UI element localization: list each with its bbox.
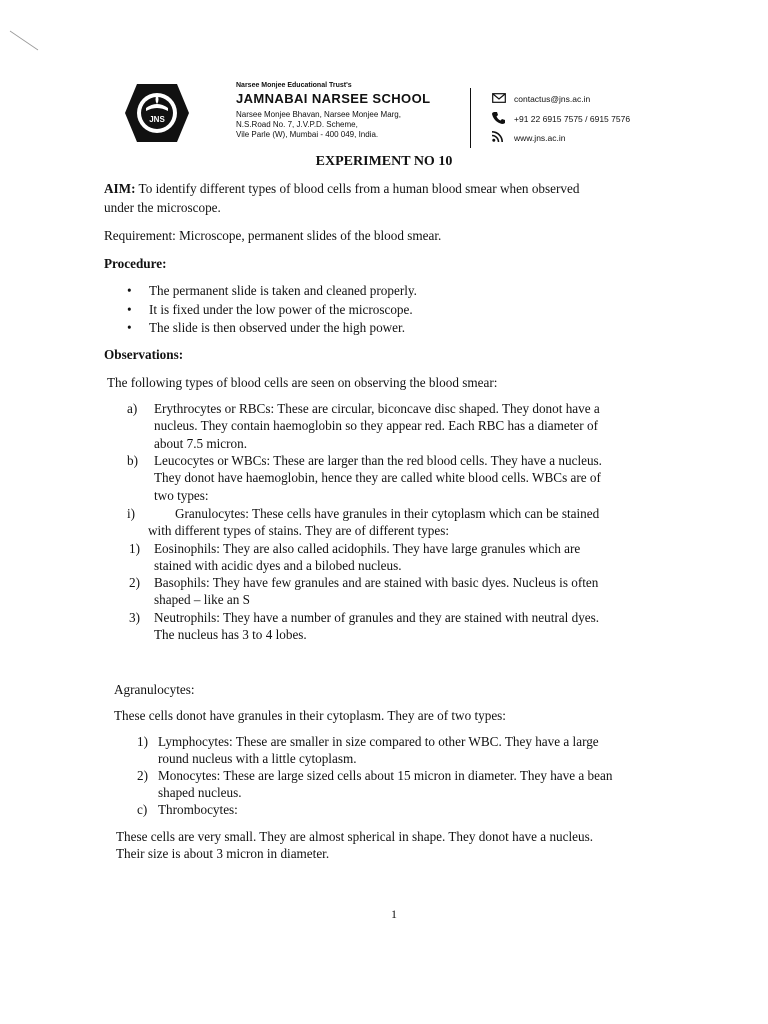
item-line: Lymphocytes: These are smaller in size compared to other WBC. They have a large [158, 734, 599, 749]
list-item [129, 574, 598, 609]
item-line: two types: [154, 487, 209, 503]
item-label: c) [137, 802, 148, 817]
logo-text: JNS [149, 115, 165, 124]
item-line: Erythrocytes or RBCs: These are circular, biconcave disc shaped. They donot have a [154, 401, 600, 416]
list-item [129, 540, 580, 575]
item-label: b) [127, 453, 138, 468]
school-name: JAMNABAI NARSEE SCHOOL [236, 91, 431, 106]
list-item [137, 767, 612, 802]
procedure-step: • The slide is then observed under the high power. [125, 319, 417, 338]
address-line-1: Narsee Monjee Bhavan, Narsee Monjee Marg, [236, 110, 401, 119]
aim-text: To identify different types of blood cells from a human blood smear when observed [135, 181, 580, 196]
mail-icon [492, 93, 508, 105]
item-line: Neutrophils: They have a number of granules and they are stained with neutral dyes. [154, 610, 600, 625]
item-line: Thrombocytes: [158, 802, 238, 817]
page-number: 1 [391, 907, 397, 921]
item-label: a) [127, 401, 138, 416]
item-label: 1) [129, 541, 140, 556]
item-line: shaped nucleus. [158, 785, 242, 801]
contact-email [492, 93, 590, 105]
procedure-step: • The permanent slide is taken and cleaned properly. [125, 282, 417, 301]
item-line: The nucleus has 3 to 4 lobes. [154, 627, 307, 643]
trust-name: Narsee Monjee Educational Trust's [236, 82, 352, 89]
thrombocytes-line-1: These cells are very small. They are almost spherical in shape. They donot have a nucleus. [116, 829, 594, 844]
item-label: 1) [137, 734, 148, 749]
item-line: shaped – like an S [154, 592, 250, 608]
agranulocytes-heading: Agranulocytes: [114, 682, 195, 697]
item-line: about 7.5 micron. [154, 435, 248, 451]
observations-intro: The following types of blood cells are seen on observing the blood smear: [107, 375, 498, 390]
experiment-title: EXPERIMENT NO 10 [315, 154, 453, 169]
website-text: www.jns.ac.in [514, 132, 566, 143]
list-item [129, 609, 599, 644]
item-label: 3) [129, 610, 140, 625]
item-label: 2) [129, 575, 140, 590]
address-line-2: N.S.Road No. 7, J.V.P.D. Scheme, [236, 120, 358, 129]
address-line-3: Vile Parle (W), Mumbai - 400 049, India. [236, 130, 379, 139]
item-label: 2) [137, 768, 148, 783]
item-line: with different types of stains. They are of different types: [148, 523, 450, 539]
item-line: Basophils: They have few granules and are stained with basic dyes. Nucleus is often [154, 575, 599, 590]
agranulocytes-intro: These cells donot have granules in their cytoplasm. They are of two types: [114, 708, 506, 723]
item-line: stained with acidic dyes and a bilobed nucleus. [154, 558, 402, 574]
aim-line-1 [104, 180, 579, 198]
procedure-heading: Procedure: [104, 256, 167, 271]
item-line: Monocytes: These are large sized cells about 15 micron in diameter. They have a bean [158, 768, 613, 783]
contact-website [492, 131, 566, 144]
item-line: nucleus. They contain haemoglobin so they appear red. Each RBC has a diameter of [154, 418, 598, 434]
list-item [127, 452, 602, 504]
thrombocytes-line-2: Their size is about 3 micron in diameter. [116, 846, 330, 861]
contact-phone [492, 112, 630, 126]
phone-icon [492, 112, 508, 126]
item-line: Eosinophils: They are also called acidophils. They have large granules which are [154, 541, 581, 556]
item-line: Leucocytes or WBCs: These are larger than the red blood cells. They have a nucleus. [154, 453, 602, 468]
item-line: round nucleus with a little cytoplasm. [158, 751, 357, 767]
letterhead-divider [470, 88, 471, 148]
aim-line-2: under the microscope. [104, 200, 221, 215]
item-label: i) [127, 506, 136, 521]
list-item [137, 733, 599, 768]
requirement-text: Requirement: Microscope, permanent slides of the blood smear. [104, 228, 442, 243]
list-item [137, 801, 238, 818]
aim-label: AIM: [104, 181, 136, 196]
list-item [127, 505, 599, 540]
item-line: Granulocytes: These cells have granules in their cytoplasm which can be stained [175, 506, 600, 521]
school-logo [117, 78, 197, 148]
procedure-list [125, 282, 417, 338]
item-line: They donot have haemoglobin, hence they are called white blood cells. WBCs are of [154, 470, 601, 486]
list-item [127, 400, 600, 452]
email-text: contactus@jns.ac.in [514, 94, 591, 104]
observations-heading: Observations: [104, 347, 184, 362]
scan-mark [8, 28, 48, 58]
rss-icon [492, 131, 508, 144]
phone-text: +91 22 6915 7575 / 6915 7576 [514, 114, 631, 124]
procedure-step: • It is fixed under the low power of the microscope. [125, 301, 417, 320]
